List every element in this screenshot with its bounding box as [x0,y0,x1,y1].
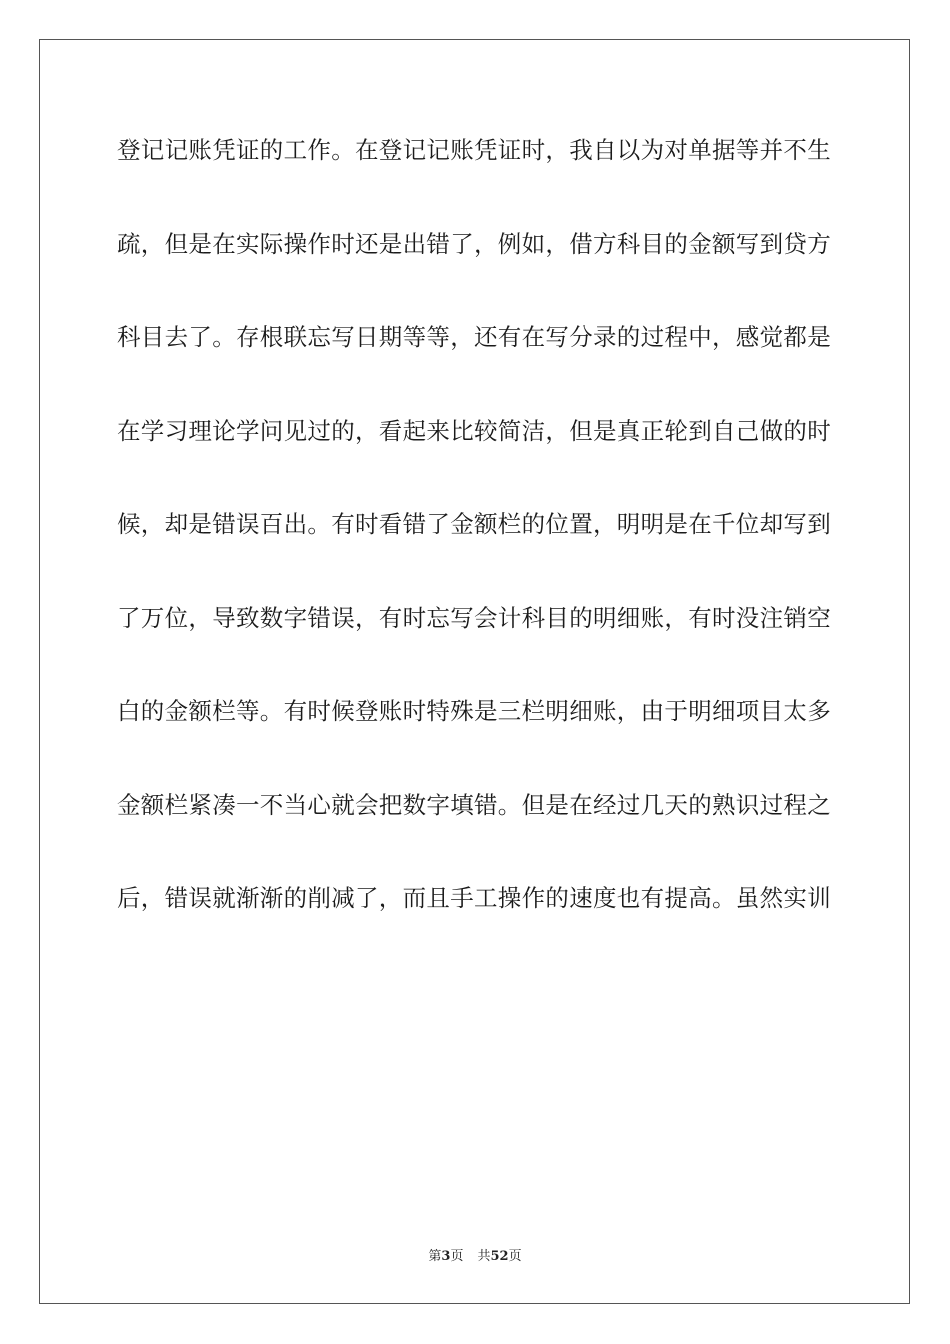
body-text [117,128,833,970]
text-line: 候，却是错误百出。有时看错了金额栏的位置，明明是在千位却写到 [117,510,831,538]
text-line: 后，错误就渐渐的削减了，而且手工操作的速度也有提高。虽然实训 [117,884,831,912]
total-prefix: 共 [477,1249,491,1264]
text-line: 登记记账凭证的工作。在登记记账凭证时，我自以为对单据等并不生 [117,136,831,164]
text-line: 疏，但是在实际操作时还是出错了，例如，借方科目的金额写到贷方 [117,229,831,258]
page-suffix: 页 [450,1249,464,1264]
text-line: 科目去了。存根联忘写日期等等，还有在写分录的过程中，感觉都是 [117,323,831,351]
page-number: 3 [441,1249,451,1264]
page-prefix: 第 [428,1249,442,1264]
text-line: 白的金额栏等。有时候登账时特殊是三栏明细账，由于明细项目太多 [117,697,831,725]
text-line: 了万位，导致数字错误，有时忘写会计科目的明细账，有时没注销空 [117,603,831,632]
text-line: 金额栏紧凑一不当心就会把数字填错。但是在经过几天的熟识过程之 [117,790,831,819]
total-suffix: 页 [508,1249,522,1264]
page-footer [0,1247,950,1267]
total-pages: 52 [490,1249,509,1264]
text-line: 在学习理论学问见过的，看起来比较简洁，但是真正轮到自己做的时 [117,416,831,445]
